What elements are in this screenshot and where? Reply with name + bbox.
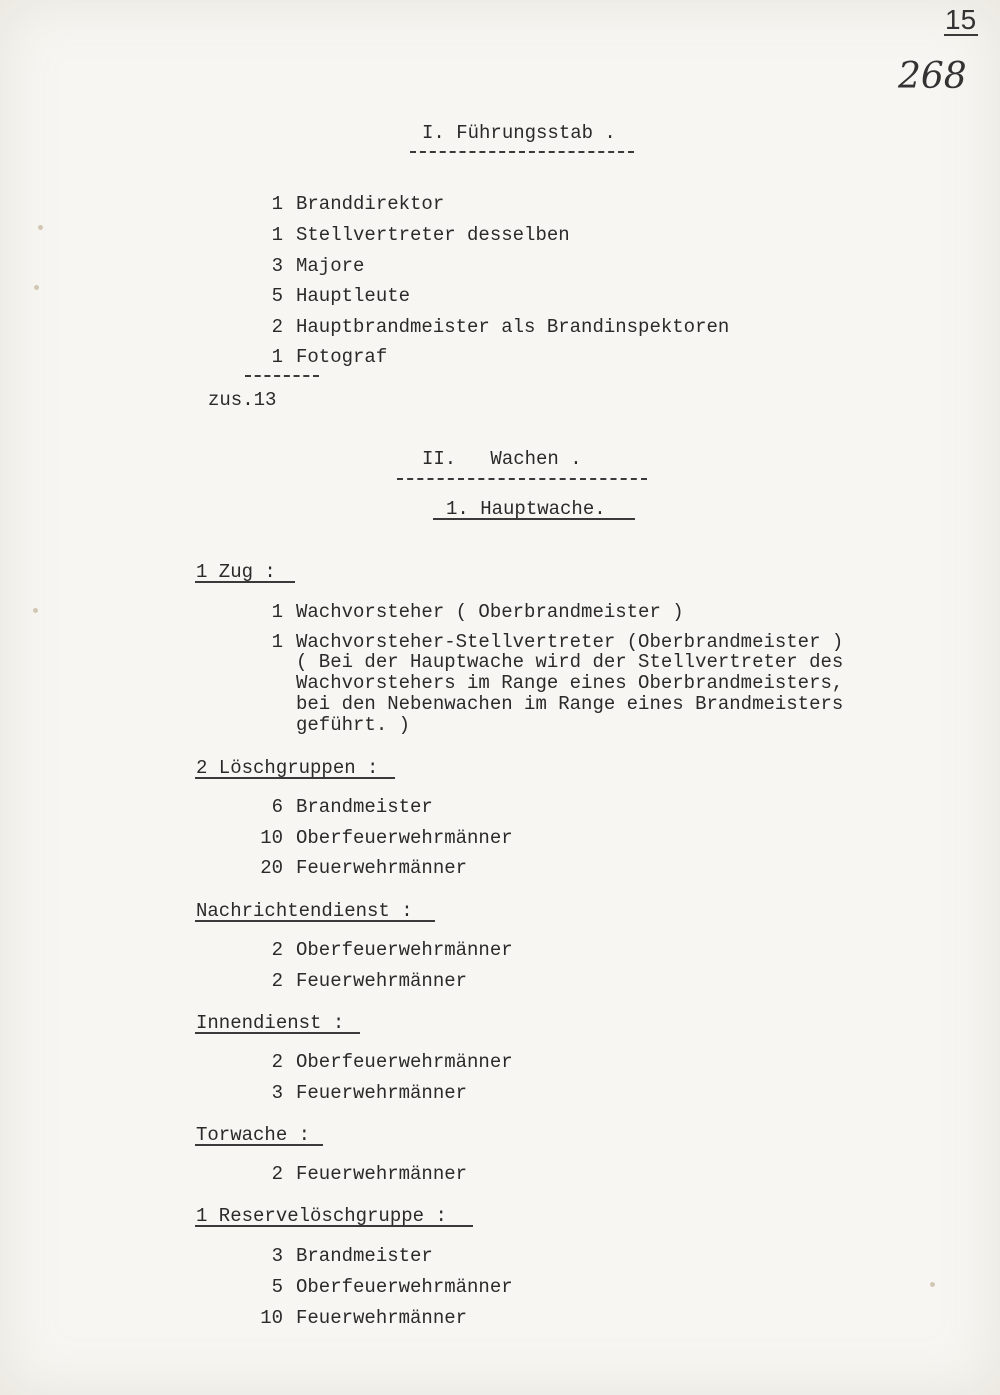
group-label-innendienst: Innendienst : <box>196 1012 345 1034</box>
group-label-torwache: Torwache : <box>196 1124 311 1146</box>
subheading-underline <box>433 518 635 520</box>
item-count: 1 <box>271 193 283 215</box>
item-label: Wachvorsteher ( Oberbrandmeister ) <box>296 601 684 623</box>
item-count: 2 <box>271 316 283 338</box>
item-label: Wachvorsteher-Stellvertreter (Oberbrandmeister ) <box>296 631 844 653</box>
item-label: Branddirektor <box>296 193 445 215</box>
item-label: Brandmeister <box>296 1245 433 1267</box>
item-count: 2 <box>271 1051 283 1073</box>
item-count: 20 <box>260 857 283 879</box>
group-label-loeschgruppen: 2 Löschgruppen : <box>196 757 379 779</box>
item-label: Stellvertreter desselben <box>296 224 570 246</box>
total-separator <box>245 375 319 377</box>
item-label: Brandmeister <box>296 796 433 818</box>
note-line: bei den Nebenwachen im Range eines Brandmeisters <box>296 693 844 715</box>
item-count: 5 <box>271 1276 283 1298</box>
item-count: 3 <box>271 1245 283 1267</box>
item-label: Oberfeuerwehrmänner <box>296 939 513 961</box>
note-line: geführt. ) <box>296 714 411 736</box>
page-number-typed: 15 <box>945 4 977 35</box>
item-label: Feuerwehrmänner <box>296 1307 468 1329</box>
item-count: 2 <box>271 1163 283 1185</box>
group-label-underline <box>195 920 435 922</box>
item-count: 3 <box>271 1082 283 1104</box>
margin-mark <box>34 285 39 290</box>
item-count: 2 <box>271 939 283 961</box>
item-count: 5 <box>271 285 283 307</box>
item-label: Majore <box>296 255 365 277</box>
margin-mark <box>38 225 43 230</box>
note-line: Wachvorstehers im Range eines Oberbrandmeisters, <box>296 672 844 694</box>
section-heading-fuehrungsstab: I. Führungsstab . <box>422 122 616 144</box>
group-label-reserveloeschgruppe: 1 Reservelöschgruppe : <box>196 1205 447 1227</box>
group-label-underline <box>195 1225 473 1227</box>
group-label-nachrichtendienst: Nachrichtendienst : <box>196 900 413 922</box>
item-count: 1 <box>271 631 283 653</box>
item-label: Hauptleute <box>296 285 411 307</box>
group-label-underline <box>195 581 295 583</box>
item-count: 2 <box>271 970 283 992</box>
item-label: Oberfeuerwehrmänner <box>296 827 513 849</box>
heading-underline <box>397 478 647 480</box>
item-label: Hauptbrandmeister als Brandinspektoren <box>296 316 730 338</box>
item-count: 1 <box>271 601 283 623</box>
section-heading-wachen: II. Wachen . <box>422 448 582 470</box>
item-count: 6 <box>271 796 283 818</box>
item-count: 10 <box>260 1307 283 1329</box>
margin-mark <box>930 1282 935 1287</box>
item-label: Feuerwehrmänner <box>296 970 468 992</box>
item-label: Feuerwehrmänner <box>296 1163 468 1185</box>
item-count: 1 <box>271 346 283 368</box>
item-label: Feuerwehrmänner <box>296 857 468 879</box>
page-number-underline <box>944 34 978 36</box>
subheading-hauptwache: 1. Hauptwache. <box>446 498 606 520</box>
item-count: 3 <box>271 255 283 277</box>
total-line: zus.13 <box>208 389 277 411</box>
group-label-zug: 1 Zug : <box>196 561 276 583</box>
item-label: Oberfeuerwehrmänner <box>296 1276 513 1298</box>
group-label-underline <box>195 1144 323 1146</box>
item-label: Oberfeuerwehrmänner <box>296 1051 513 1073</box>
item-count: 1 <box>271 224 283 246</box>
handwritten-page-number: 268 <box>898 56 967 97</box>
group-label-underline <box>195 777 395 779</box>
item-label: Fotograf <box>296 346 388 368</box>
heading-underline <box>410 151 634 153</box>
item-label: Feuerwehrmänner <box>296 1082 468 1104</box>
margin-mark <box>33 608 38 613</box>
item-count: 10 <box>260 827 283 849</box>
note-line: ( Bei der Hauptwache wird der Stellvertreter des <box>296 651 844 673</box>
group-label-underline <box>195 1032 360 1034</box>
